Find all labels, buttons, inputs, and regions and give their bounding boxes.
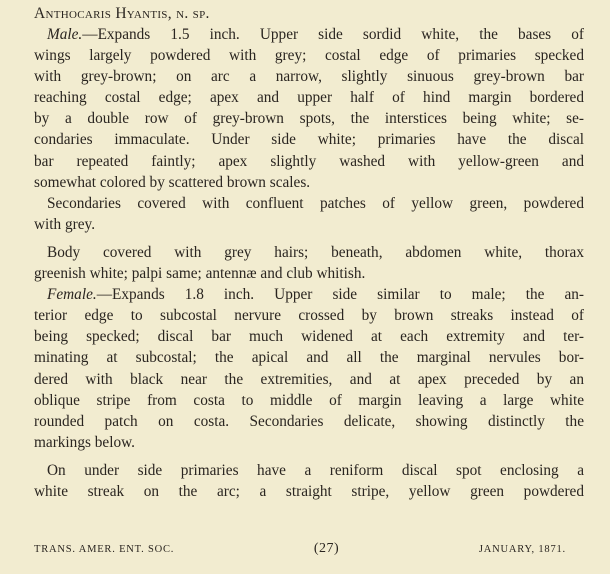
underside-paragraph	[34, 460, 584, 502]
species-heading: Anthocaris Hyantis, n. sp.	[34, 5, 210, 22]
text-line: greenish white; palpi same; antennæ and club whitish.	[34, 265, 366, 283]
text-line: somewhat colored by scattered brown scales.	[34, 173, 311, 191]
female-label: Female.	[47, 286, 97, 304]
text-line: dered with black near the extremities, and at apex preceded by an	[34, 370, 584, 388]
female-description	[34, 284, 584, 453]
text-line: Body covered with grey hairs; beneath, abdomen white, thorax	[47, 243, 584, 261]
text-line: with grey.	[34, 215, 96, 233]
issue-date: JANUARY, 1871.	[478, 544, 566, 555]
text-line: On under side primaries have a reniform discal spot enclosing a	[47, 461, 584, 479]
page-footer	[34, 541, 566, 558]
secondaries-paragraph	[34, 193, 584, 235]
text-line: Secondaries covered with confluent patches of yellow green, powdered	[47, 194, 584, 212]
text-line: minating at subcostal; the apical and all the marginal nervules bor-	[34, 349, 584, 367]
text-line: markings below.	[34, 433, 135, 451]
text-line: Male.—Expands 1.5 inch. Upper side sordid white, the bases of	[47, 26, 584, 43]
text-line: by a double row of grey-brown spots, the interstices being white; se-	[34, 110, 584, 128]
text-line: bar repeated faintly; apex slightly washed with yellow-green and	[34, 152, 584, 170]
male-label: Male.	[47, 26, 83, 43]
text-line: with grey-brown; on arc a narrow, slightly sinuous grey-brown bar	[34, 68, 584, 86]
journal-name: TRANS. AMER. ENT. SOC.	[34, 544, 175, 555]
text-line: Female.—Expands 1.8 inch. Upper side similar to male; the an-	[47, 286, 584, 304]
text-line: terior edge to subcostal nervure crossed by brown streaks instead of	[34, 307, 584, 325]
text-line: reaching costal edge; apex and upper half of hind margin bordered	[34, 89, 584, 107]
text-line: rounded patch on costa. Secondaries delicate, showing distinctly the	[34, 412, 584, 430]
text-line: being specked; discal bar much widened at each extremity and ter-	[34, 328, 584, 346]
text-line: wings largely powdered with grey; costal edge of primaries specked	[34, 47, 584, 65]
text-line: white streak on the arc; a straight stripe, yellow green powdered	[34, 482, 584, 500]
page-number: (27)	[313, 541, 340, 556]
text-line: oblique stripe from costa to middle of margin leaving a large white	[34, 391, 584, 409]
body-paragraph	[34, 242, 584, 284]
text-line: condaries immaculate. Under side white; primaries have the discal	[34, 131, 584, 149]
male-description	[34, 24, 584, 193]
